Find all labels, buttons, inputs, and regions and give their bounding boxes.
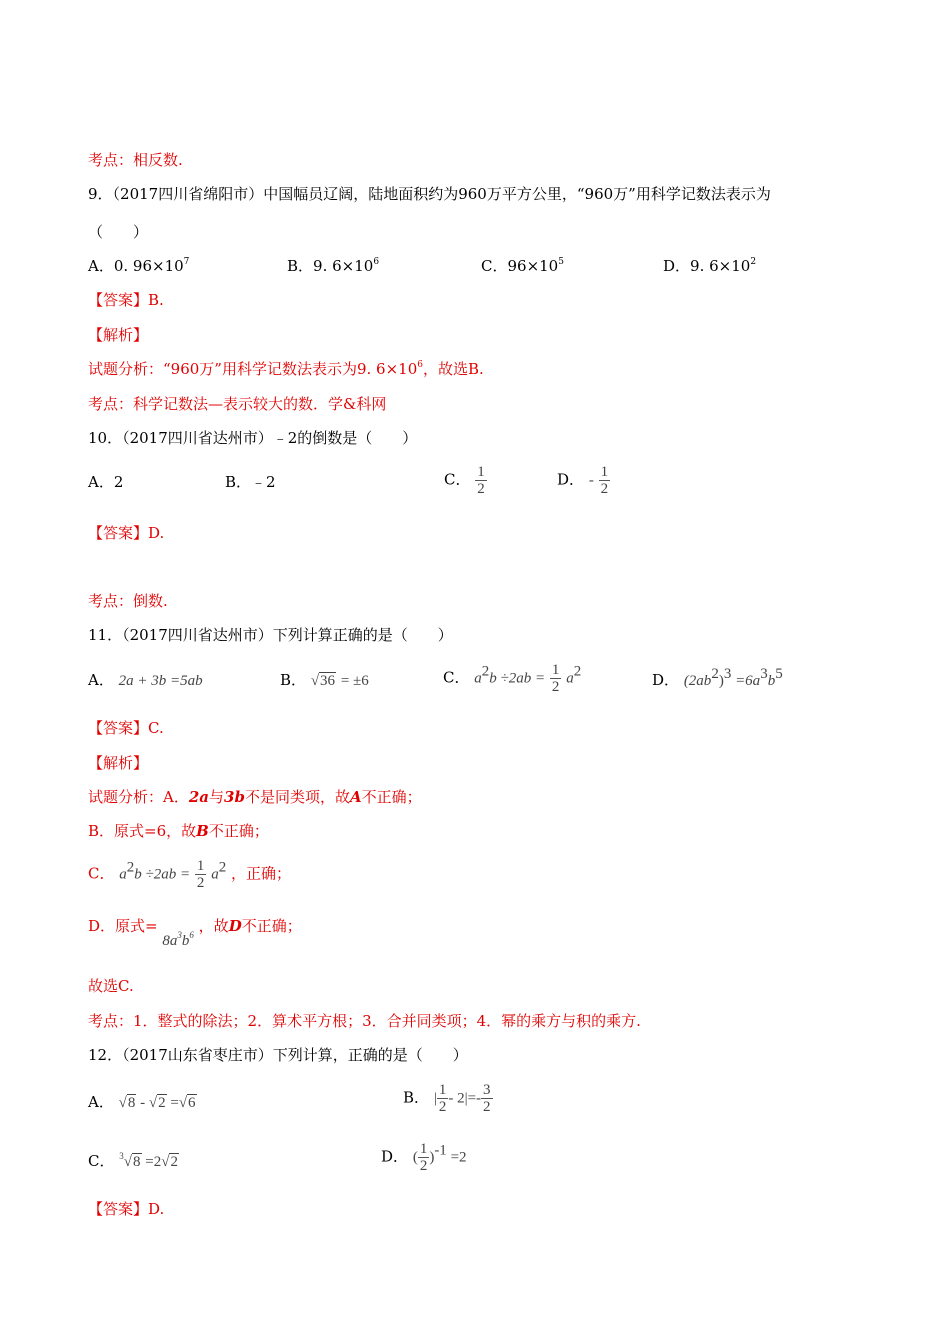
q12-option-d: D． ( $\frac{1}{2}$ )$^{-1}$ =2 [381, 1141, 467, 1174]
q9-option-c: C．$96\times 10^5$ [481, 257, 564, 275]
q12-answer: 【答案】D. [88, 1200, 165, 1218]
q9-jiexi: 【解析】 [88, 326, 149, 344]
q9-option-a: A．0. $96\times 10^7$ [88, 257, 190, 275]
q11-answer: 【答案】C. [88, 719, 164, 737]
q12-stem: 12．（2017山东省枣庄市）下列计算，正确的是（ ） [88, 1046, 468, 1064]
q11-option-d: D． $(2ab^2)^3 =6a^3b^5$ [652, 666, 783, 689]
q10-answer: 【答案】D. [88, 524, 165, 542]
q9-answer: 【答案】B. [88, 291, 164, 309]
kaodian-opposite-number: 考点：相反数. [88, 151, 183, 169]
q9-kaodian: 考点：科学记数法—表示较大的数．学&科网 [88, 395, 387, 413]
q10-option-c: C． $\frac{1}{2}$ [444, 464, 485, 497]
q11-option-b: B． √36 = ±6 [280, 671, 369, 689]
q9-stem: 9．（2017四川省绵阳市）中国幅员辽阔，陆地面积约为960万平方公里，“960万”用科学记数法表示为 [88, 185, 771, 203]
q10-stem: 10．（2017四川省达州市）﹣2的倒数是（ ） [88, 429, 418, 447]
q12-option-b: B． | $\frac{1}{2}$ - 2|=- $\frac{3}{2}$ [403, 1082, 491, 1115]
q9-option-b: B．9. $6\times 10^6$ [287, 257, 380, 275]
q11-analysis-b: B．原式=6，故B不正确； [88, 822, 269, 840]
q10-option-d: D． - $\frac{1}{2}$ [557, 464, 609, 497]
q11-analysis-c: C． $a^2b \div 2ab$ = $\frac{1}{2}$ $a^2$ ，正确； [88, 858, 291, 891]
q11-option-a: A． 2a + 3b =5ab [88, 671, 203, 689]
q11-stem: 11．（2017四川省达州市）下列计算正确的是（ ） [88, 626, 453, 644]
q9-option-d: D．9. $6\times 10^2$ [663, 257, 757, 275]
q10-option-b: B．﹣2 [225, 473, 276, 491]
q12-option-a: A． √8 - √2 =√6 [88, 1093, 196, 1111]
q11-kaodian: 考点：1．整式的除法；2．算术平方根；3．合并同类项；4．幂的乘方与积的乘方. [88, 1012, 641, 1030]
q10-option-a: A．2 [88, 473, 124, 491]
q9-paren: （ ） [88, 223, 149, 241]
q11-analysis-a: 试题分析：A．2a与3b不是同类项，故A不正确； [88, 788, 422, 806]
q11-analysis-d: D．原式= $8a^3b^6$ ，故D不正确； [88, 917, 302, 949]
q11-jiexi: 【解析】 [88, 754, 149, 772]
q11-option-c: C． $a^2b \div 2ab$ = $\frac{1}{2}$ $a^2$ [443, 662, 582, 695]
q12-option-c: C． $^3$√8 =2√2 [88, 1151, 178, 1170]
q10-kaodian: 考点：倒数. [88, 592, 168, 610]
q9-analysis: 试题分析：“960万”用科学记数法表示为9. $6\times 10^6$，故选B. [88, 360, 484, 378]
q11-guxuan: 故选C. [88, 977, 134, 995]
